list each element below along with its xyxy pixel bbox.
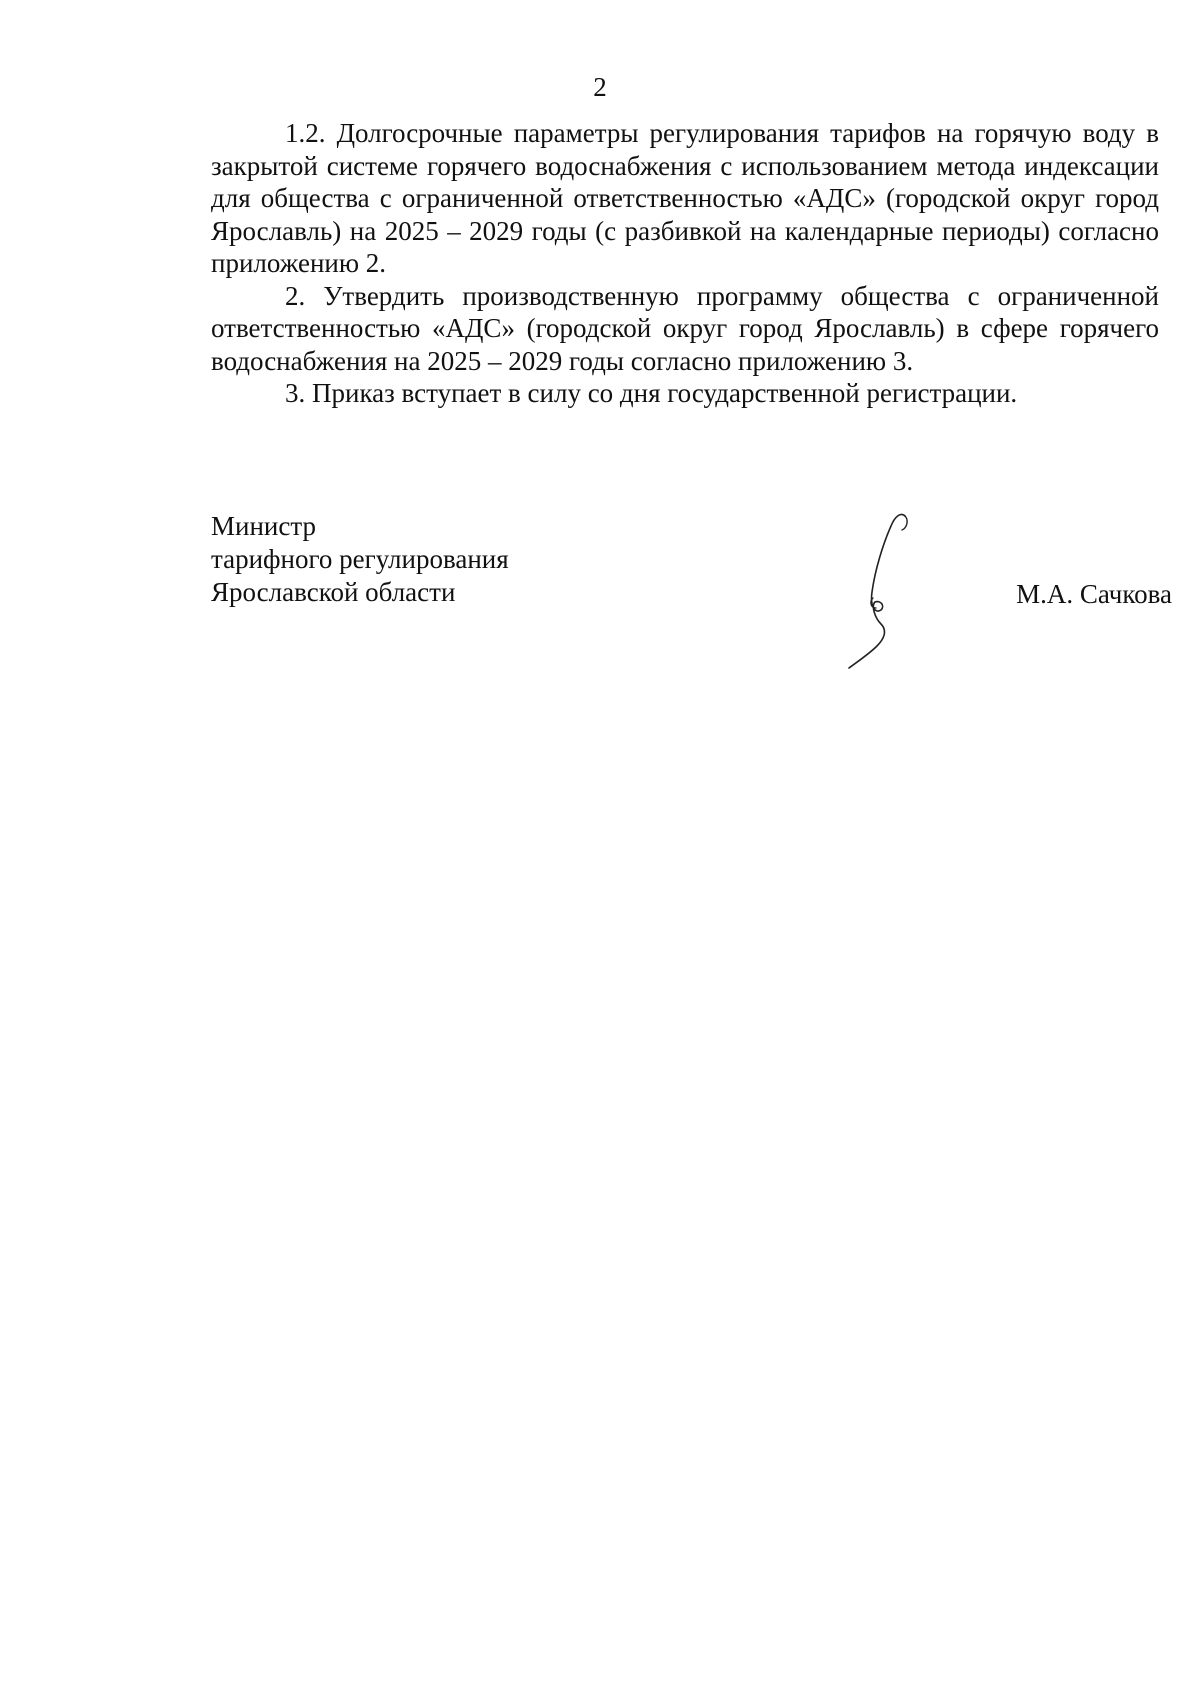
paragraph-3: 3. Приказ вступает в силу со дня государственной регистрации. bbox=[285, 378, 1018, 408]
page-number: 2 bbox=[593, 72, 607, 102]
position-line-tariff-regulation: тарифного регулирования bbox=[211, 544, 509, 574]
document-body bbox=[211, 117, 1159, 410]
paragraph-2: 2. Утвердить производственную программу общества с ограниченной ответственностью «АДС» (городской округ город Ярославль) в сфере горячего водоснабжения на 2025 – 2029 годы согласно приложению 3. bbox=[211, 280, 1159, 376]
position-line-minister: Министр bbox=[211, 511, 316, 541]
position-line-region: Ярославской области bbox=[211, 577, 456, 607]
signature-icon bbox=[845, 510, 935, 670]
signatory-name: М.А. Сачкова bbox=[1016, 579, 1172, 609]
signatory-position bbox=[211, 510, 541, 609]
paragraph-1-2: 1.2. Долгосрочные параметры регулирования тарифов на горячую воду в закрытой системе горячего водоснабжения с использованием метода индексации для общества с ограниченной ответственностью «АДС» (городской округ город Ярославль) на 2025 – 2029 годы (с разбивкой на календарные периоды) согласно приложению 2. bbox=[211, 118, 1159, 278]
